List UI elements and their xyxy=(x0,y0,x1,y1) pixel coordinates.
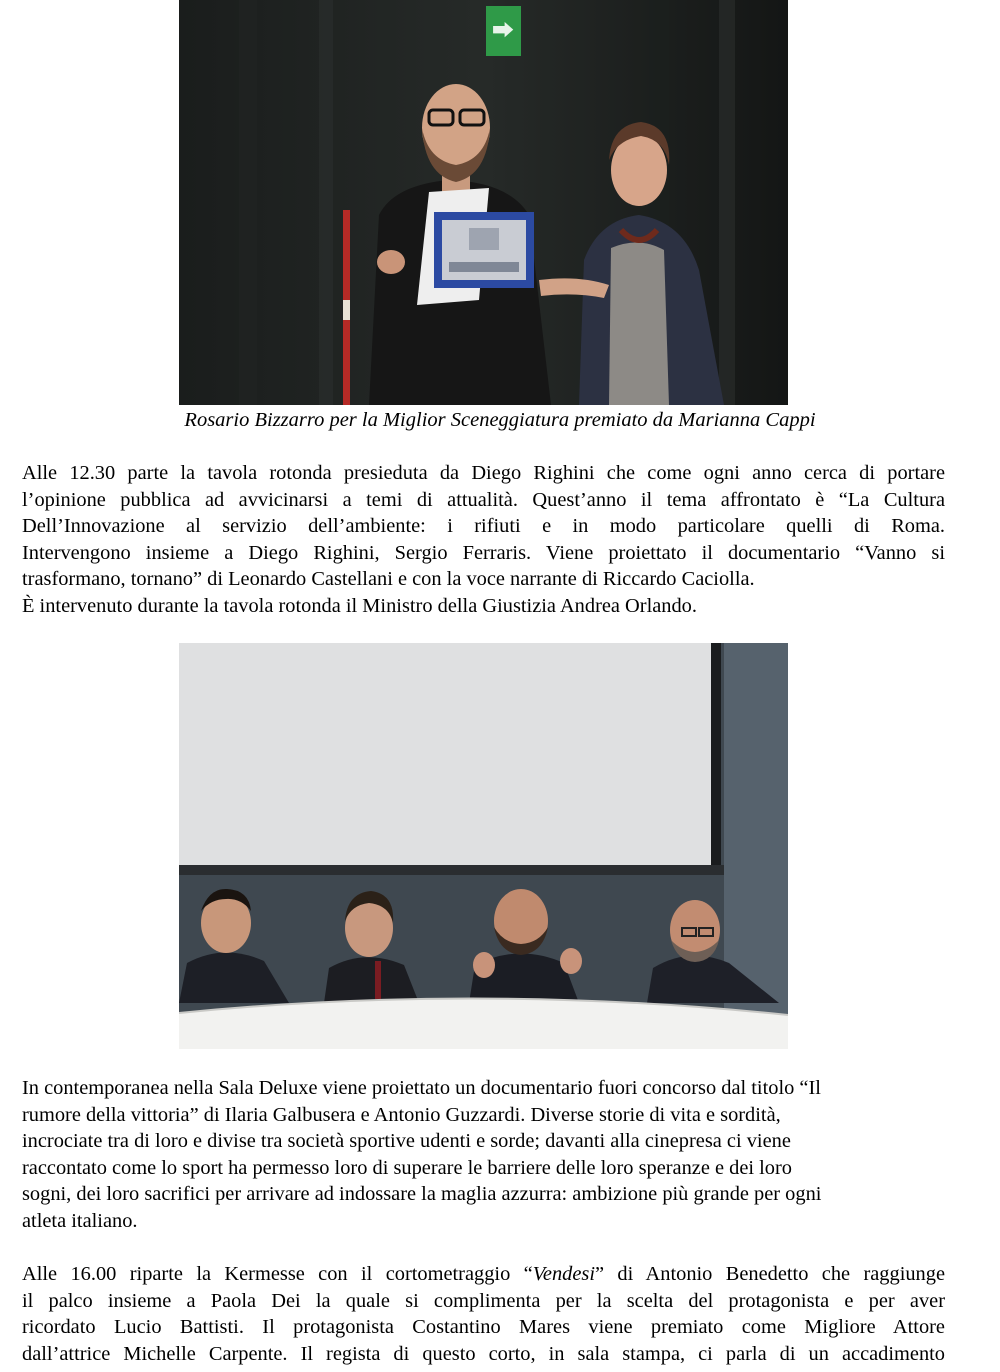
paragraph-short-film xyxy=(22,1261,945,1367)
photo-caption: Rosario Bizzarro per la Miglior Sceneggiatura premiato da Marianna Cappi xyxy=(184,409,816,431)
text-line: dall’attrice Michelle Carpente. Il regista di questo corto, in sala stampa, ci parla di un accadimento xyxy=(22,1342,945,1365)
text-line: ricordato Lucio Battisti. Il protagonista Costantino Mares viene premiato come Migliore Attore xyxy=(22,1316,945,1339)
text-line: rumore della vittoria” di Ilaria Galbusera e Antonio Guzzardi. Diverse storie di vita e sordità, xyxy=(22,1103,781,1126)
award-ceremony-photo xyxy=(179,0,788,405)
exit-sign-glyph: ⮕ xyxy=(491,19,515,44)
text-run: Alle 16.00 riparte la Kermesse con il cortometraggio “ xyxy=(22,1263,533,1285)
round-table-photo xyxy=(179,643,788,1049)
film-title: Vendesi xyxy=(532,1263,595,1285)
text-line: Dell’Innovazione al servizio dell’ambiente: i rifiuti e in modo particolare quelli di Roma. xyxy=(22,515,945,538)
text-line: trasformano, tornano” di Leonardo Castellani e con la voce narrante di Riccardo Caciolla. xyxy=(22,568,755,591)
text-line: Intervengono insieme a Diego Righini, Sergio Ferraris. Viene proiettato il documentario “Vanno si xyxy=(22,541,945,564)
text-line: sogni, dei loro sacrifici per arrivare ad indossare la maglia azzurra: ambizione più grande per ogni xyxy=(22,1183,822,1206)
award-ceremony-illustration xyxy=(179,0,788,405)
round-table-illustration xyxy=(179,643,788,1049)
text-line: atleta italiano. xyxy=(22,1209,138,1232)
paragraph-round-table xyxy=(22,460,945,620)
text-line: raccontato come lo sport ha permesso loro di superare le barriere delle loro speranze e dei loro xyxy=(22,1156,792,1179)
text-line: È intervenuto durante la tavola rotonda il Ministro della Giustizia Andrea Orlando. xyxy=(22,594,697,617)
text-line: Alle 12.30 parte la tavola rotonda presieduta da Diego Righini che come ogni anno cerca di portare xyxy=(22,462,945,484)
text-line: In contemporanea nella Sala Deluxe viene proiettato un documentario fuori concorso dal titolo “Il xyxy=(22,1077,821,1099)
projection-screen xyxy=(179,643,719,871)
text-line: il palco insieme a Paola Dei la quale si complimenta per la scelta del protagonista e per aver xyxy=(22,1289,945,1312)
text-line xyxy=(22,1261,945,1288)
paragraph-documentary xyxy=(22,1075,945,1235)
text-line: l’opinione pubblica ad avvicinarsi a temi di attualità. Quest’anno il tema affrontato è “La Cultura xyxy=(22,488,945,511)
text-line: incrociate tra di loro e divise tra società sportive udenti e sorde; davanti alla cinepresa ci viene xyxy=(22,1130,791,1153)
text-run: ” di Antonio Benedetto che raggiunge xyxy=(595,1263,945,1285)
